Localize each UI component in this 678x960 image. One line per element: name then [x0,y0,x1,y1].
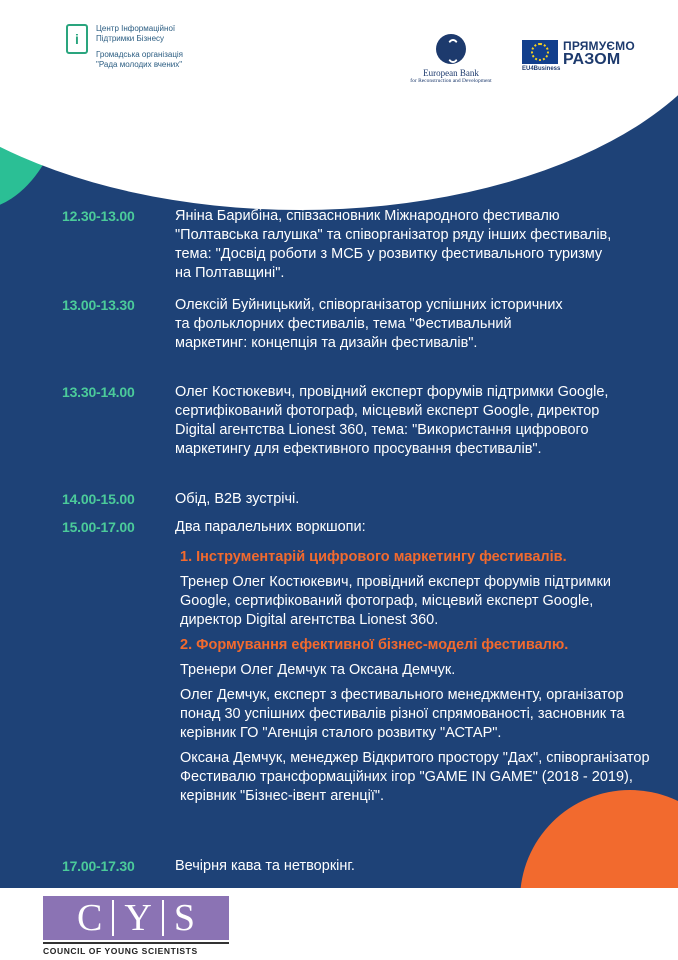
schedule-desc: Вечірня кава та нетворкінг. [175,858,355,874]
cys-letter-c: C [77,897,103,939]
schedule-time: 13.00-13.30 [62,297,135,313]
schedule-desc: Олексій Буйницький, співорганізатор успішних історичних та фольклорних фестивалів, тема "Фестивальний маркетинг: концепція та дизайн фестивалів". [175,297,563,351]
schedule-desc: Обід, В2В зустрічі. [175,491,300,507]
schedule-time: 13.30-14.00 [62,384,135,400]
schedule-item [62,857,575,876]
ebrd-subtitle: for Reconstruction and Development [410,78,492,84]
workshop-2-oksana: Оксана Демчук, менеджер Відкритого простору "Дах", співорганізатор Фестивалю трансформаційних ігор "GAME IN GAME" (2018 - 2019), керівник "Бізнес-івент агенції". [180,750,650,804]
ebrd-logo [396,34,506,85]
cib-emblem-icon: i [66,24,88,54]
schedule-desc: Два паралельних воркшопи: [175,519,366,535]
workshop-2-oleg: Олег Демчук, експерт з фестивального менеджменту, організатор понад 30 успішних фестивалів різної спрямованості, засновник та керівник ГО "Агенція сталого розвитку "АСТАР". [180,687,625,741]
schedule-item [62,490,615,509]
workshop-1 [180,548,650,630]
eu4business-logo [522,39,635,72]
cib-logo [66,24,183,70]
schedule-time: 14.00-15.00 [62,491,135,507]
schedule-desc: Олег Костюкевич, провідний експерт форумів підтримки Google, сертифікований фотограф, місцевий експерт Google, директор Digital агентства Lionest 360, тема: "Використання цифрового маркетингу для ефективного просування фестивалів". [175,384,609,457]
eu-slogan-bottom: РАЗОМ [563,51,621,68]
schedule-time: 12.30-13.00 [62,208,135,224]
schedule-desc: Яніна Барибіна, співзасновник Міжнародного фестивалю "Полтавська галушка" та співорганізатор ряду інших фестивалів, тема: "Досвід роботи з МСБ у розвитку фестивального туризму на Полтавщині". [175,208,612,281]
schedule-item [62,518,615,537]
cys-letter-y: Y [124,897,152,939]
cys-letter-s: S [173,897,195,939]
cys-logo [43,896,229,956]
org-line2: "Рада молодих вчених" [96,60,183,69]
eu4business-label: EU4Business [522,66,561,72]
ebrd-emblem-icon [436,34,466,64]
schedule-time: 15.00-17.00 [62,519,135,535]
cys-divider [112,900,114,936]
org-line1: Громадська організація [96,50,184,59]
cys-subtitle: COUNCIL OF YOUNG SCIENTISTS [43,942,229,956]
schedule-time: 17.00-17.30 [62,858,135,874]
cys-letters [43,896,229,940]
eu-slogan-top: ПРЯМУЄМО [563,39,635,53]
workshop-1-title: 1. Інструментарій цифрового маркетингу фестивалів. [180,549,567,565]
schedule-item [62,383,635,459]
cys-divider [162,900,164,936]
eu-flag-icon [522,40,561,72]
workshop-2 [180,636,650,806]
workshop-2-trainers: Тренери Олег Демчук та Оксана Демчук. [180,662,456,678]
schedule-item [62,207,615,283]
cib-name-line2: Підтримки Бізнесу [96,34,165,43]
ebrd-name: European Bank [423,68,479,78]
cib-name-line1: Центр Інформаційної [96,24,176,33]
schedule-item [62,296,575,353]
workshop-2-title: 2. Формування ефективної бізнес-моделі фестивалю. [180,637,569,653]
workshop-1-trainer: Тренер Олег Костюкевич, провідний експерт форумів підтримки Google, сертифікований фотограф, місцевий експерт Google, директор Digital агентства Lionest 360. [180,574,611,628]
